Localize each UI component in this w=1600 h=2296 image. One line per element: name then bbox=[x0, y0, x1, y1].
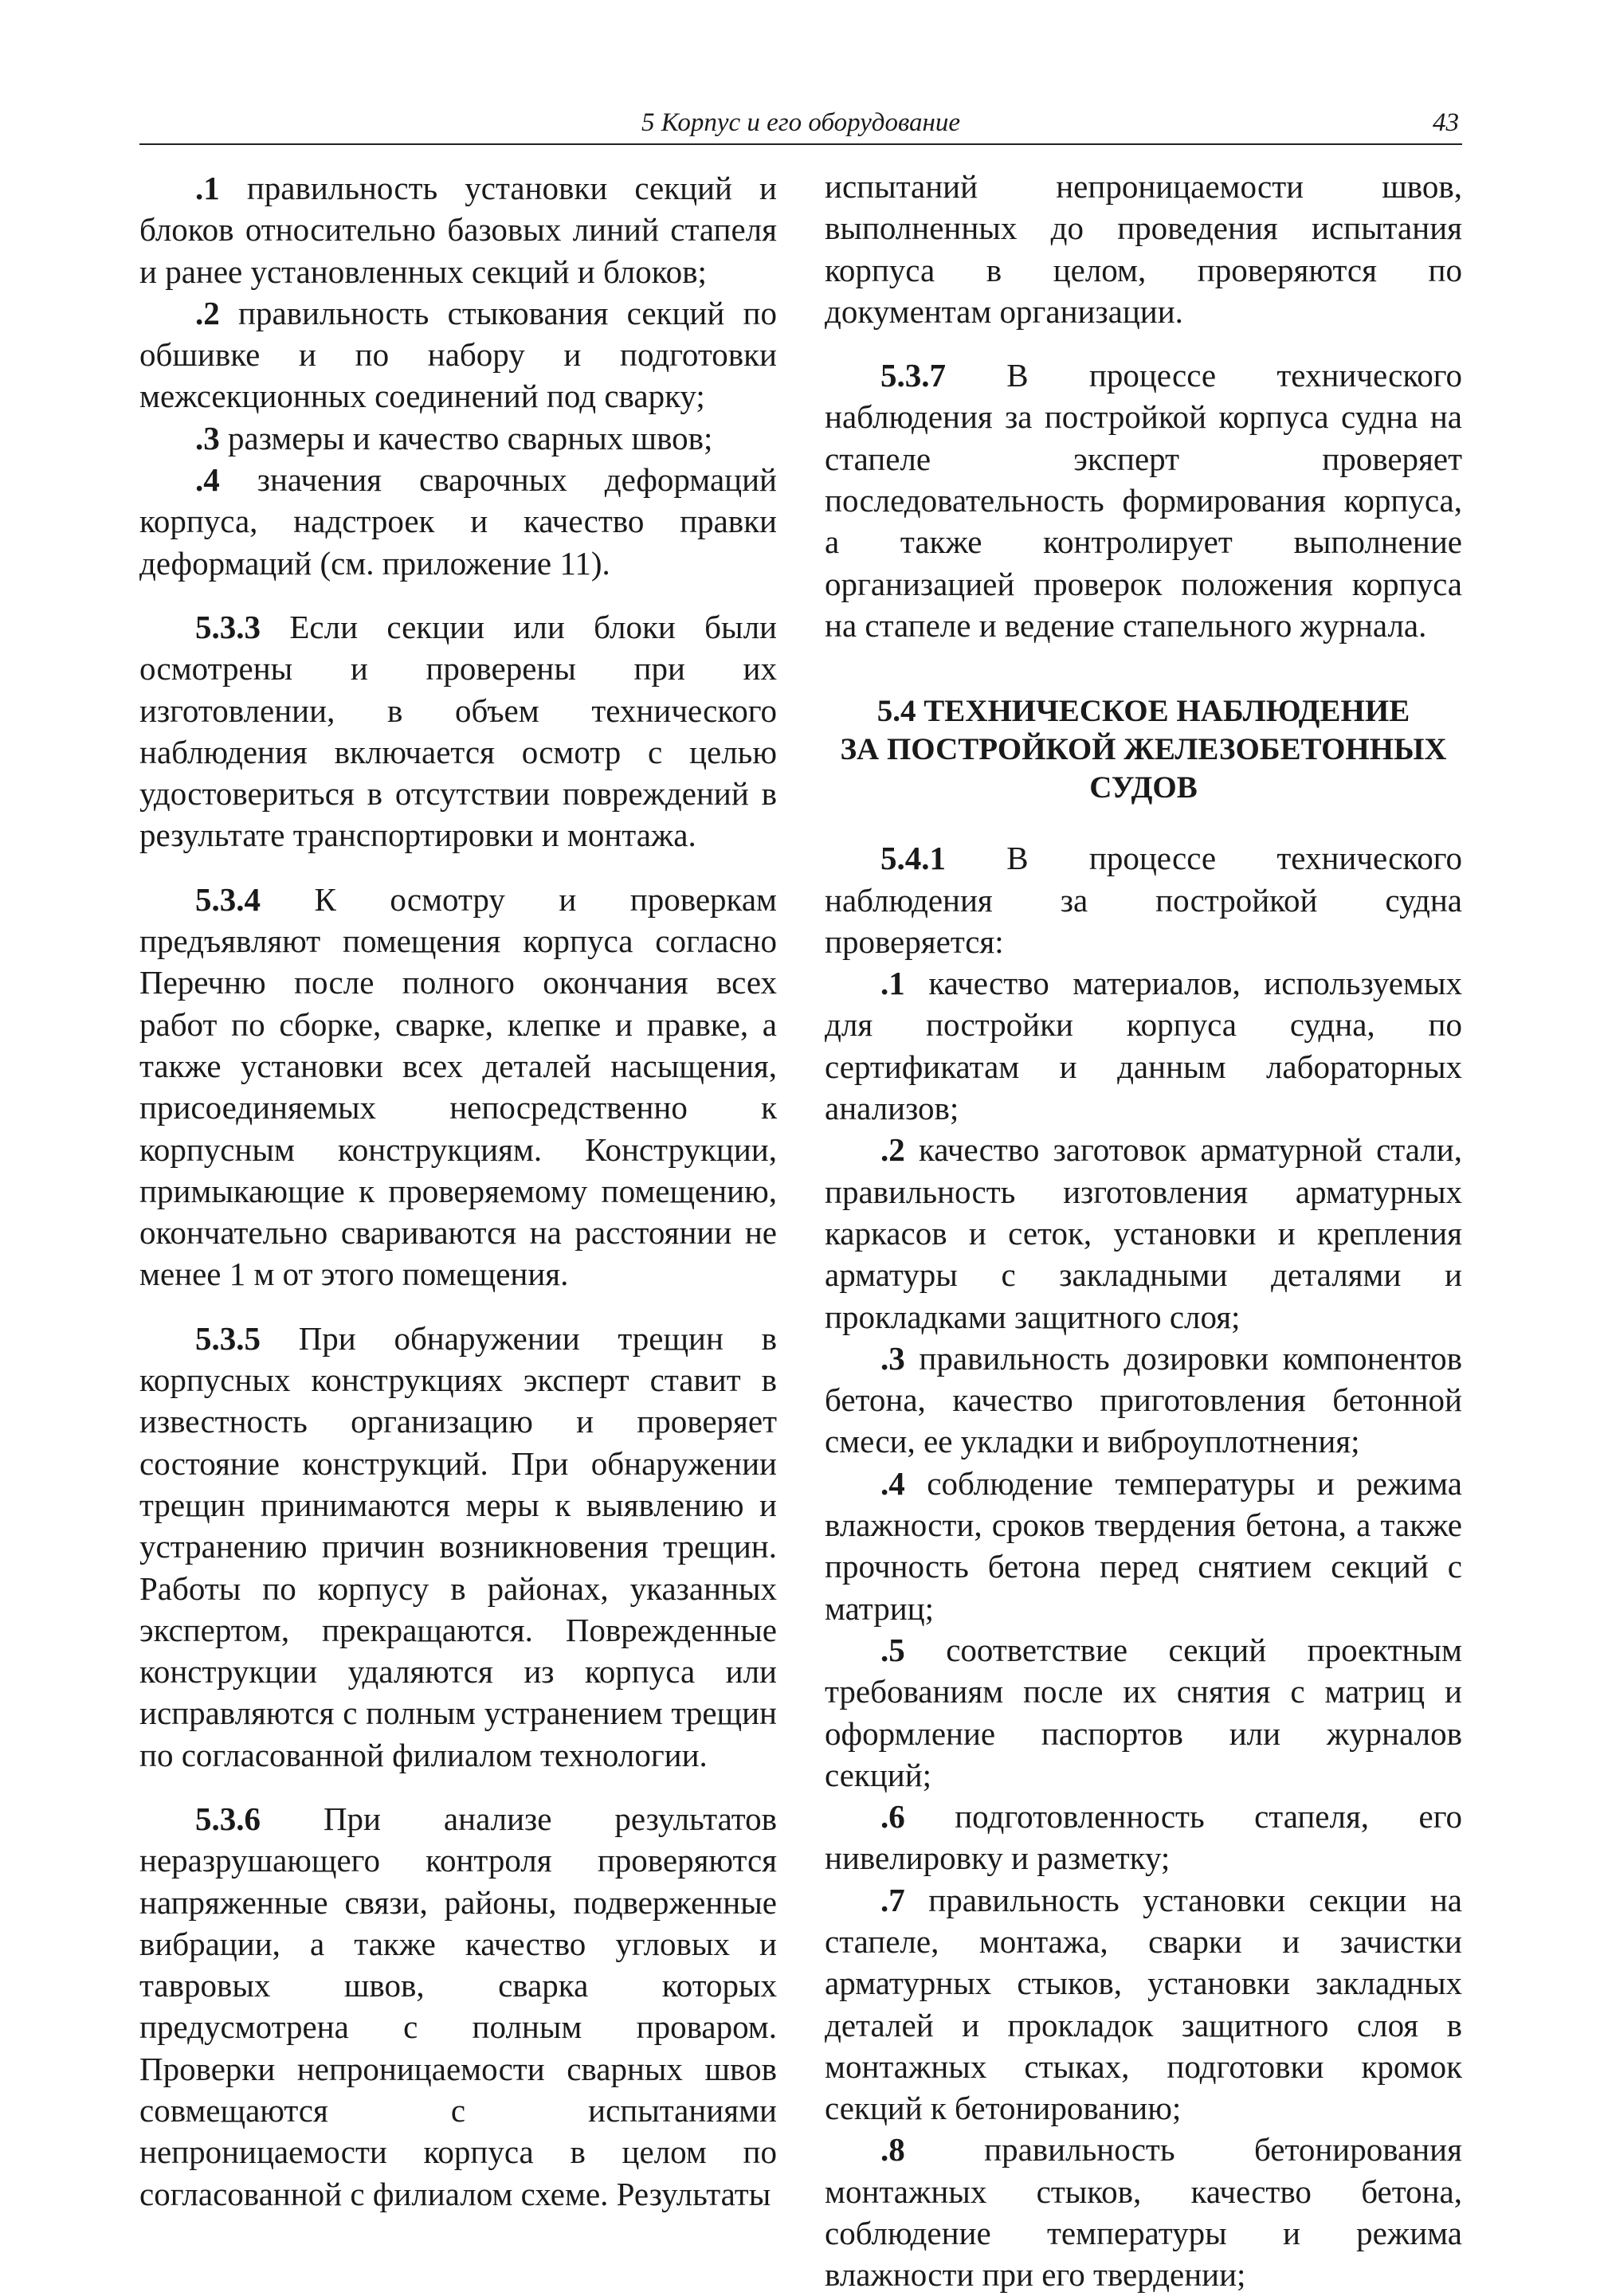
list-item bbox=[825, 2129, 1462, 2295]
chapter-title: 5 Корпус и его оборудование bbox=[641, 108, 961, 137]
right-column bbox=[825, 166, 1462, 2296]
item-number: .1 bbox=[880, 965, 905, 1002]
section-heading-line: 5.4 ТЕХНИЧЕСКОЕ НАБЛЮДЕНИЕ bbox=[876, 694, 1410, 729]
item-number: .2 bbox=[195, 294, 220, 331]
running-header bbox=[139, 102, 1462, 145]
item-text: правильность дозировки компонентов бетона, качество приготовления бетонной смеси, ее укладки и виброуплотнения; bbox=[825, 1339, 1462, 1460]
list-item bbox=[825, 1879, 1462, 2129]
item-number: .4 bbox=[880, 1464, 905, 1502]
item-number: .6 bbox=[880, 1798, 905, 1836]
clause-number: 5.3.6 bbox=[195, 1800, 261, 1837]
list-item bbox=[825, 1129, 1462, 1337]
item-text: правильность установки секции на стапеле, монтажа, сварки и зачистки арматурных стыков, установки закладных деталей и прокладок защитного слоя в монтажных стыках, подготовки кромок секций к бетонированию; bbox=[825, 1881, 1462, 2127]
item-number: .4 bbox=[195, 461, 220, 499]
item-number: .8 bbox=[880, 2131, 905, 2169]
item-text: подготовленность стапеля, его нивелировку и разметку; bbox=[825, 1798, 1462, 1877]
item-text: значения сварочных деформаций корпуса, надстроек и качество правки деформаций (см. приложение 11). bbox=[139, 461, 777, 582]
section-heading-line: ЗА ПОСТРОЙКОЙ ЖЕЛЕЗОБЕТОННЫХ bbox=[840, 732, 1447, 767]
clause-text: Если секции или блоки были осмотрены и проверены при их изготовлении, в объем технического наблюдения включается осмотр с целью удостовериться в отсутствии повреждений в результате транспортировки и монтажа. bbox=[139, 608, 777, 854]
clause-number: 5.4.1 bbox=[880, 840, 946, 877]
item-number: .7 bbox=[880, 1881, 905, 1918]
clause-5-3-7 bbox=[825, 355, 1462, 646]
clause-text: В процессе технического наблюдения за постройкой корпуса судна на стапеле эксперт проверяет последовательность формирования корпуса, а также контролирует выполнение организацией проверок положения корпуса на стапеле и ведение стапельного журнала. bbox=[825, 357, 1462, 644]
item-number: .3 bbox=[195, 419, 220, 456]
list-item bbox=[825, 1338, 1462, 1463]
clause-text: При анализе результатов неразрушающего контроля проверяются напряженные связи, районы, подверженные вибрации, а также качество угловых и тавровых швов, сварка которых предусмотрена с полным проваром. Проверки непроницаемости сварных швов совмещаются с испытаниями непроницаемости корпуса в целом по согласованной с филиалом схеме. Результаты bbox=[139, 1800, 777, 2212]
clause-5-4-1 bbox=[825, 837, 1462, 962]
item-text: правильность бетонирования монтажных стыков, качество бетона, соблюдение температуры и режима влажности при его твердении; bbox=[825, 2131, 1462, 2294]
list-item bbox=[139, 167, 777, 292]
clause-5-3-3 bbox=[139, 606, 777, 856]
section-heading-5-4 bbox=[825, 692, 1462, 807]
item-text: качество материалов, используемых для постройки корпуса судна, по сертификатам и данным лабораторных анализов; bbox=[825, 965, 1462, 1127]
clause-5-3-5 bbox=[139, 1318, 777, 1776]
list-item bbox=[825, 1629, 1462, 1796]
item-text: соблюдение температуры и режима влажности, сроков твердения бетона, а также прочность бетона перед снятием секций с матриц; bbox=[825, 1464, 1462, 1627]
list-item bbox=[139, 459, 777, 584]
item-text: размеры и качество сварных швов; bbox=[219, 419, 713, 456]
clause-number: 5.3.4 bbox=[195, 880, 261, 918]
item-text: правильность стыкования секций по обшивке и по набору и подготовки межсекционных соединений под сварку; bbox=[139, 294, 777, 415]
item-text: соответствие секций проектным требованиям после их снятия с матриц и оформление паспортов или журналов секций; bbox=[825, 1631, 1462, 1793]
list-item bbox=[139, 292, 777, 417]
page-number: 43 bbox=[1433, 108, 1459, 137]
list-item bbox=[825, 1463, 1462, 1629]
clause-text: В процессе технического наблюдения за постройкой судна проверяется: bbox=[825, 840, 1462, 960]
clause-text: К осмотру и проверкам предъявляют помещения корпуса согласно Перечню после полного окончания всех работ по сборке, сварке, клепке и правке, а также установки всех деталей насыщения, присоединяемых непосредственно к корпусным конструкциям. Конструкции, примыкающие к проверяемому помещению, окончательно свариваются на расстоянии не менее 1 м от этого помещения. bbox=[139, 880, 777, 1293]
clause-5-3-6 bbox=[139, 1798, 777, 2215]
item-number: .5 bbox=[880, 1631, 905, 1668]
item-text: качество заготовок арматурной стали, правильность изготовления арматурных каркасов и сеток, установки и крепления арматуры с закладными деталями и прокладками защитного слоя; bbox=[825, 1131, 1462, 1335]
item-number: .2 bbox=[880, 1131, 905, 1169]
clause-text: При обнаружении трещин в корпусных конструкциях эксперт ставит в известность организацию и проверяет состояние конструкций. При обнаружении трещин принимаются меры к выявлению и устранению причин возникновения трещин. Работы по корпусу в районах, указанных экспертом, прекращаются. Поврежденные конструкции удаляются из корпуса или исправляются с полным устранением трещин по согласованной филиалом технологии. bbox=[139, 1319, 777, 1773]
continued-paragraph: испытаний непроницаемости швов, выполненных до проведения испытания корпуса в целом, проверяются по документам организации. bbox=[825, 168, 1462, 330]
item-number: .3 bbox=[880, 1339, 905, 1377]
list-item bbox=[139, 417, 777, 459]
left-column bbox=[139, 167, 777, 2215]
clause-5-3-4 bbox=[139, 879, 777, 1295]
list-item bbox=[825, 962, 1462, 1129]
list-item bbox=[825, 1796, 1462, 1879]
clause-number: 5.3.3 bbox=[195, 608, 261, 645]
clause-number: 5.3.7 bbox=[880, 357, 946, 394]
item-number: .1 bbox=[195, 170, 220, 206]
item-text: правильность установки секций и блоков относительно базовых линий стапеля и ранее установленных секций и блоков; bbox=[139, 170, 777, 290]
section-heading-line: СУДОВ bbox=[1089, 770, 1198, 805]
clause-number: 5.3.5 bbox=[195, 1319, 261, 1357]
